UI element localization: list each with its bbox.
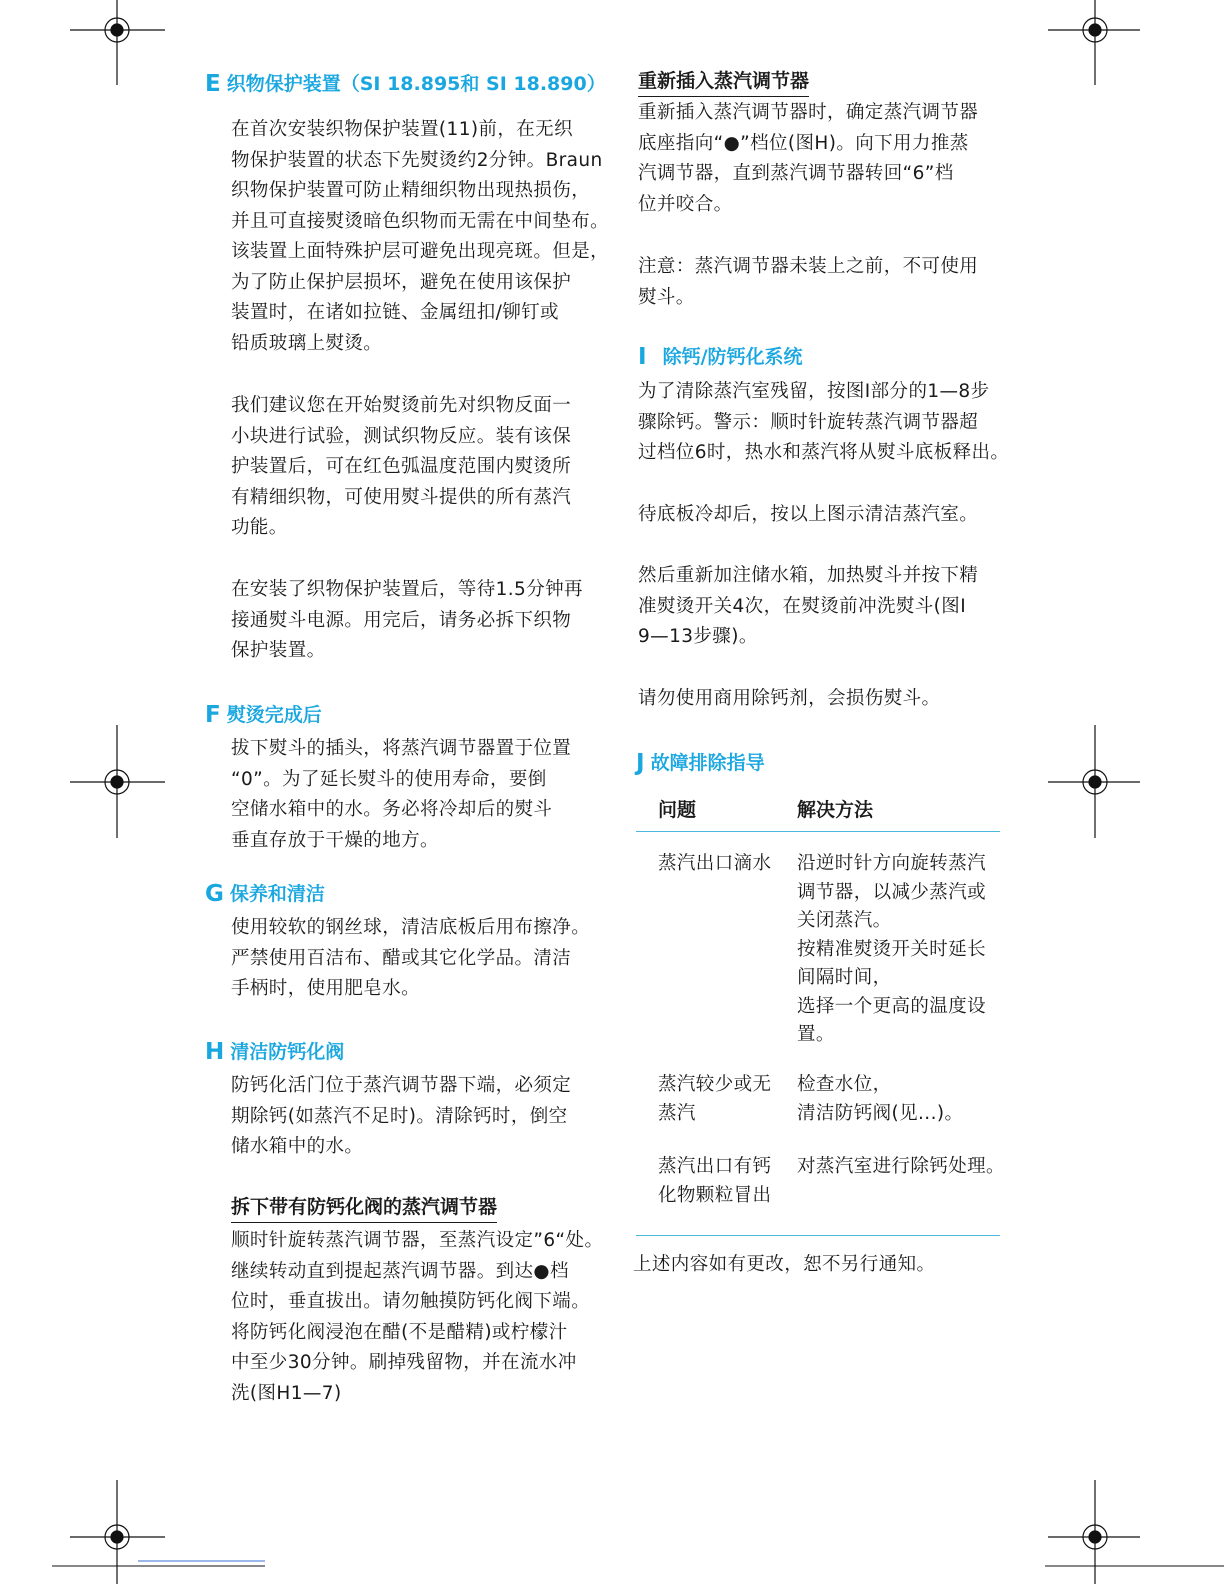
section-letter: J (636, 750, 645, 776)
text-line: 织物保护装置可防止精细织物出现热损伤， (231, 180, 591, 201)
text-line: 功能。 (231, 517, 288, 538)
text-line: 汽调节器，直到蒸汽调节器转回“6”档 (638, 163, 954, 184)
text-line: 蒸汽较少或无 (658, 1074, 772, 1095)
text-line: 手柄时，使用肥皂水。 (231, 978, 421, 999)
text-line: 装置时，在诸如拉链、金属纽扣/铆钉或 (231, 302, 559, 323)
text-line: 按精准熨烫开关时延长 (797, 938, 987, 960)
text-line: 垂直存放于干燥的地方。 (231, 829, 439, 851)
text-line: 调节器，以减少蒸汽或 (797, 881, 987, 903)
section-letter: G (205, 881, 224, 907)
section-i-paragraph-2 (638, 500, 978, 531)
section-letter: H (205, 1039, 225, 1065)
table-cell-solution (797, 1071, 963, 1128)
section-title: 保养和清洁 (229, 883, 325, 905)
text-line: 蒸汽出口滴水 (658, 853, 772, 874)
text-line: 底座指向“●”档位(图H)。向下用力推蒸 (638, 132, 969, 154)
text-line: 为了清除蒸汽室残留，按图I部分的1—8步 (638, 381, 990, 402)
text-line: 沿逆时针方向旋转蒸汽 (797, 853, 987, 874)
section-title: 故障排除指导 (650, 752, 765, 774)
section-title: 除钙/防钙化系统 (662, 346, 803, 368)
text-line: 在安装了织物保护装置后，等待1.5分钟再 (231, 579, 583, 600)
text-line: 使用较软的钢丝球，清洁底板后用布擦净。 (231, 917, 591, 938)
section-title: 织物保护装置（SI 18.895和 SI 18.890） (226, 73, 606, 95)
text-line: 关闭蒸汽。 (797, 910, 892, 931)
text-line: 检查水位， (797, 1074, 892, 1095)
text-line: 请勿使用商用除钙剂，会损伤熨斗。 (638, 688, 941, 709)
text-line: 位时，垂直拔出。请勿触摸防钙化阀下端。 (231, 1291, 591, 1312)
footnote-text: 上述内容如有更改，恕不另行通知。 (633, 1254, 936, 1275)
text-line: 置。 (797, 1024, 835, 1045)
section-g-paragraph-1 (231, 913, 590, 1005)
table-header-problem: 问题 (658, 799, 697, 821)
text-line: 小块进行试验，测试织物反应。装有该保 (231, 425, 572, 447)
text-line: 有精细织物，可使用熨斗提供的所有蒸汽 (231, 486, 572, 508)
section-g-heading (205, 882, 325, 906)
text-line: 严禁使用百洁布、醋或其它化学品。清洁 (231, 947, 572, 969)
text-line: 9—13步骤)。 (638, 626, 758, 647)
text-line: 储水箱中的水。 (231, 1136, 364, 1157)
text-line: 对蒸汽室进行除钙处理。 (797, 1156, 1005, 1177)
text-line: 准熨烫开关4次，在熨烫前冲洗熨斗(图I (638, 595, 967, 617)
text-line: 铅质玻璃上熨烫。 (231, 332, 383, 354)
text-line: 清洁防钙阀(见...)。 (797, 1102, 964, 1124)
text-line: 该装置上面特殊护层可避免出现亮斑。但是， (231, 241, 610, 262)
text-line: 熨斗。 (638, 286, 695, 308)
text-line: 并且可直接熨烫暗色织物而无需在中间垫布。 (231, 210, 610, 232)
section-f-paragraph-1 (231, 734, 571, 856)
text-line: 然后重新加注储水箱，加热熨斗并按下精 (638, 565, 979, 586)
table-header-solution: 解决方法 (797, 799, 874, 821)
text-line: 将防钙化阀浸泡在醋(不是醋精)或柠檬汁 (231, 1321, 568, 1343)
section-h-note (638, 252, 978, 313)
section-letter: E (205, 71, 221, 97)
table-cell-problem (658, 850, 771, 879)
text-line: 过档位6时，热水和蒸汽将从熨斗底板释出。 (638, 442, 1010, 463)
section-i-paragraph-4 (638, 684, 940, 715)
section-h-subheading-reinsert: 重新插入蒸汽调节器 (638, 68, 809, 97)
text-line: 保护装置。 (231, 640, 326, 661)
table-bottom-rule (636, 1235, 1000, 1236)
text-line: 注意：蒸汽调节器未装上之前，不可使用 (638, 256, 979, 277)
table-cell-problem (658, 1071, 771, 1128)
section-h-paragraph-1 (231, 1071, 571, 1163)
registration-mark-top-left (70, 0, 165, 85)
registration-mark-bottom-left (70, 1480, 165, 1584)
section-h-subheading-remove: 拆下带有防钙化阀的蒸汽调节器 (231, 1194, 497, 1223)
text-line: 待底板冷却后，按以上图示清洁蒸汽室。 (638, 504, 979, 525)
text-line: 重新插入蒸汽调节器时，确定蒸汽调节器 (638, 102, 979, 123)
table-cell-solution (797, 1153, 1005, 1182)
section-h-heading (205, 1040, 344, 1064)
section-letter: I (638, 344, 647, 370)
section-letter: F (205, 702, 221, 728)
section-f-heading (205, 703, 322, 727)
registration-mark-mid-left (70, 725, 165, 838)
text-line: 护装置后，可在红色弧温度范围内熨烫所 (231, 456, 572, 477)
text-line: 继续转动直到提起蒸汽调节器。到达●档 (231, 1260, 569, 1282)
section-i-heading (638, 345, 803, 369)
section-title: 清洁防钙化阀 (230, 1041, 345, 1063)
text-line: 我们建议您在开始熨烫前先对织物反面一 (231, 395, 572, 416)
section-e-paragraph-3 (231, 575, 583, 667)
section-i-paragraph-3 (638, 561, 978, 653)
text-line: 期除钙(如蒸汽不足时)。清除钙时，倒空 (231, 1105, 568, 1127)
text-line: 防钙化活门位于蒸汽调节器下端，必须定 (231, 1075, 572, 1096)
registration-mark-top-right (1048, 0, 1140, 85)
text-line: 骤除钙。警示：顺时针旋转蒸汽调节器超 (638, 411, 979, 433)
registration-mark-mid-right (1048, 725, 1140, 838)
text-line: 洗(图H1—7) (231, 1382, 342, 1404)
section-title: 熨烫完成后 (226, 704, 322, 726)
text-line: 接通熨斗电源。用完后，请务必拆下织物 (231, 609, 572, 631)
section-h-reinsert-paragraph (638, 98, 978, 220)
text-line: 中至少30分钟。刷掉残留物，并在流水冲 (231, 1352, 577, 1373)
section-e-paragraph-1 (231, 115, 609, 359)
section-h-remove-paragraph (231, 1226, 603, 1409)
text-line: 间隔时间， (797, 967, 892, 988)
text-line: 在首次安装织物保护装置(11)前，在无织 (231, 119, 573, 140)
text-line: 化物颗粒冒出 (658, 1184, 772, 1206)
text-line: 物保护装置的状态下先熨烫约2分钟。Braun (231, 149, 603, 171)
section-j-heading (636, 751, 765, 775)
table-header-rule (636, 831, 1000, 832)
section-e-heading (205, 72, 606, 96)
section-e-paragraph-2 (231, 391, 571, 544)
text-line: 选择一个更高的温度设 (797, 995, 987, 1017)
text-line: 蒸汽 (658, 1102, 696, 1124)
text-line: “0”。为了延长熨斗的使用寿命，要倒 (231, 768, 547, 790)
registration-mark-bottom-right (1048, 1480, 1140, 1584)
text-line: 位并咬合。 (638, 193, 733, 215)
section-i-paragraph-1 (638, 377, 1009, 469)
text-line: 空储水箱中的水。务必将冷却后的熨斗 (231, 799, 553, 820)
text-line: 为了防止保护层损坏，避免在使用该保护 (231, 271, 572, 293)
text-line: 顺时针旋转蒸汽调节器，至蒸汽设定”6“处。 (231, 1230, 604, 1251)
table-cell-problem (658, 1153, 771, 1210)
table-cell-solution (797, 850, 986, 1050)
footnote (633, 1250, 935, 1281)
text-line: 拔下熨斗的插头，将蒸汽调节器置于位置 (231, 738, 572, 759)
text-line: 蒸汽出口有钙 (658, 1156, 772, 1177)
